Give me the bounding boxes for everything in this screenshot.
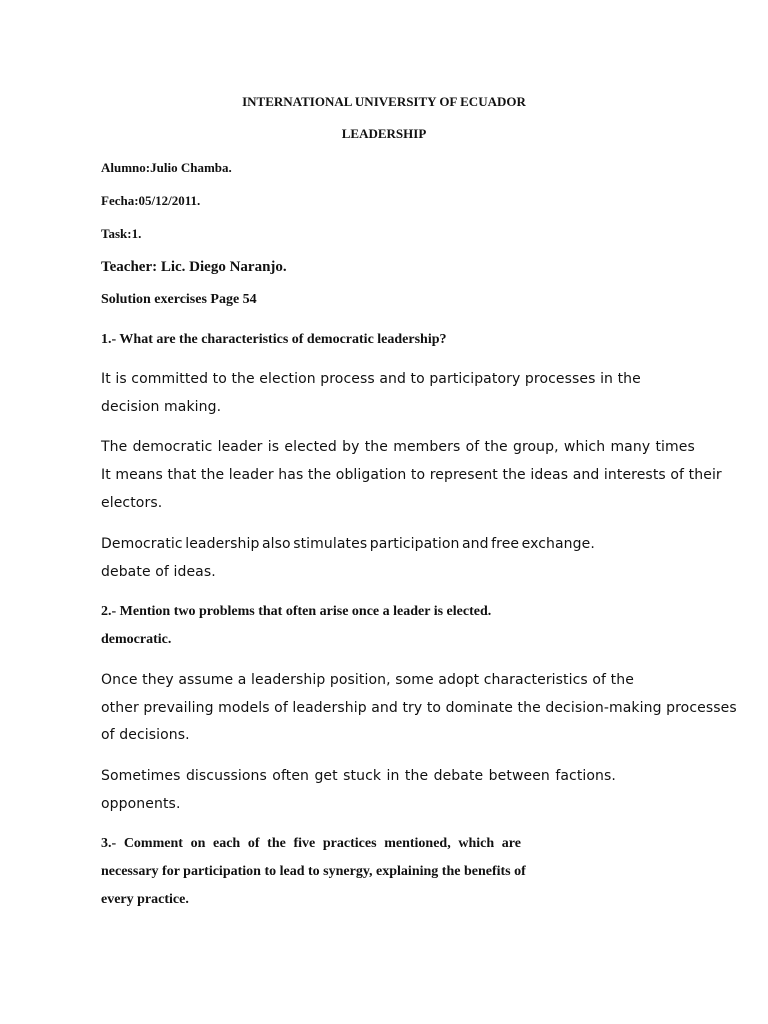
- word: It: [101, 467, 111, 483]
- word: to: [410, 467, 426, 483]
- word: of: [465, 439, 480, 455]
- word: the: [267, 836, 286, 851]
- word: is: [267, 439, 280, 455]
- word: leader: [228, 467, 274, 483]
- word: has: [278, 467, 304, 483]
- task-line: Task:1.: [101, 226, 142, 241]
- word: democratic: [132, 439, 213, 455]
- word: debate: [433, 768, 484, 784]
- word: group,: [512, 439, 559, 455]
- q2-paragraph-2-line-2: opponents.: [101, 796, 181, 812]
- q1-paragraph-2-line-1: [101, 439, 695, 455]
- q2-paragraph-2-line-1: [101, 768, 616, 784]
- word: between: [488, 768, 550, 784]
- q1-paragraph-2-line-2: [101, 467, 722, 483]
- word: participation: [369, 536, 460, 552]
- question-2-line-1: 2.- Mention two problems that often arise once a leader is elected.: [101, 604, 492, 619]
- word: of: [247, 836, 260, 851]
- word: exchange.: [521, 536, 595, 552]
- word: many: [610, 439, 651, 455]
- q1-paragraph-2-line-3: electors.: [101, 495, 163, 511]
- word: which: [563, 439, 606, 455]
- teacher-line: Teacher: Lic. Diego Naranjo.: [101, 259, 287, 275]
- word: get: [314, 768, 338, 784]
- word: also: [261, 536, 291, 552]
- word: the: [307, 467, 332, 483]
- student-name: Alumno:Julio Chamba.: [101, 160, 232, 175]
- word: stuck: [343, 768, 382, 784]
- word: of: [670, 467, 685, 483]
- word: which: [458, 836, 495, 851]
- date-line: Fecha:05/12/2011.: [101, 193, 201, 208]
- university-title: INTERNATIONAL UNIVERSITY OF ECUADOR: [242, 94, 526, 109]
- word: the: [404, 768, 429, 784]
- word: ideas: [530, 467, 569, 483]
- q1-paragraph-3-line-2: debate of ideas.: [101, 564, 216, 580]
- word: obligation: [335, 467, 407, 483]
- course-title: LEADERSHIP: [341, 126, 427, 141]
- word: free: [491, 536, 520, 552]
- word: practices: [322, 836, 377, 851]
- word: means: [115, 467, 163, 483]
- word: factions.: [555, 768, 616, 784]
- word: their: [688, 467, 722, 483]
- word: represent: [429, 467, 498, 483]
- word: leader: [217, 439, 263, 455]
- word: and: [572, 467, 600, 483]
- word: by: [342, 439, 360, 455]
- word: often: [272, 768, 310, 784]
- word: discussions: [185, 768, 267, 784]
- word: elected: [284, 439, 337, 455]
- word: The: [101, 439, 128, 455]
- q1-paragraph-3-line-1: [101, 536, 595, 552]
- word: in: [386, 768, 400, 784]
- question-2-line-2: democratic.: [101, 632, 172, 647]
- word: 3.-: [101, 836, 117, 851]
- word: members: [393, 439, 461, 455]
- question-3-line-2: necessary for participation to lead to synergy, explaining the benefits of: [101, 864, 526, 879]
- question-3-line-3: every practice.: [101, 892, 189, 907]
- question-3-line-1: [101, 836, 521, 852]
- solution-heading: Solution exercises Page 54: [101, 292, 257, 307]
- q1-paragraph-1-line-1: It is committed to the election process and to participatory processes in the: [101, 371, 641, 387]
- question-1: 1.- What are the characteristics of democratic leadership?: [101, 332, 447, 347]
- word: the: [502, 467, 526, 483]
- word: Sometimes: [101, 768, 181, 784]
- word: that: [167, 467, 197, 483]
- q2-paragraph-1-line-3: of decisions.: [101, 727, 190, 743]
- word: Comment: [123, 836, 183, 851]
- word: times: [655, 439, 695, 455]
- word: the: [484, 439, 508, 455]
- word: mentioned,: [384, 836, 451, 851]
- q2-paragraph-1-line-2: other prevailing models of leadership and try to dominate the decision-making processes: [101, 700, 737, 716]
- word: stimulates: [293, 536, 368, 552]
- q2-paragraph-1-line-1: Once they assume a leadership position, some adopt characteristics of the: [101, 672, 634, 688]
- word: and: [462, 536, 489, 552]
- word: leadership: [185, 536, 260, 552]
- word: five: [293, 836, 316, 851]
- word: on: [190, 836, 206, 851]
- word: are: [501, 836, 521, 851]
- word: each: [213, 836, 241, 851]
- word: the: [200, 467, 225, 483]
- word: interests: [603, 467, 666, 483]
- word: Democratic: [101, 536, 183, 552]
- q1-paragraph-1-line-2: decision making.: [101, 399, 222, 415]
- word: the: [364, 439, 388, 455]
